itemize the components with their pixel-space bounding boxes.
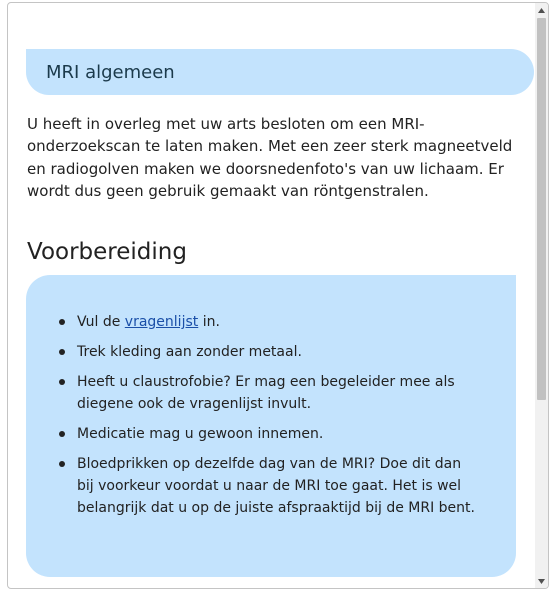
- list-item: [26, 453, 482, 519]
- vertical-scrollbar[interactable]: [535, 3, 548, 588]
- list-item-text: in.: [198, 314, 220, 330]
- list-item: [26, 423, 482, 445]
- mri-title-banner: [26, 49, 534, 95]
- bullet-icon: [59, 319, 65, 325]
- preparation-list: [26, 311, 482, 527]
- list-item: [26, 341, 482, 363]
- list-item-text: Heeft u claustrofobie? Er mag een begeleider mee als diegene ook de vragenlijst invult.: [77, 374, 455, 412]
- preparation-panel: [26, 275, 516, 577]
- scrollbar-thumb[interactable]: [537, 18, 546, 400]
- bullet-icon: [59, 379, 65, 385]
- questionnaire-link[interactable]: vragenlijst: [124, 314, 199, 330]
- scroll-down-button[interactable]: [535, 574, 548, 588]
- list-item-text: Medicatie mag u gewoon innemen.: [77, 426, 324, 442]
- browser-window: [7, 2, 549, 589]
- page-content: [8, 3, 536, 588]
- list-item: [26, 371, 482, 415]
- preparation-heading: Voorbereiding: [27, 239, 187, 265]
- list-item-text: Bloedprikken op dezelfde dag van de MRI? Doe dit dan bij voorkeur voordat u naar de MRI toe gaat. Het is wel belangrijk dat u op de juiste afspraaktijd bij de MRI bent.: [77, 456, 475, 516]
- bullet-icon: [59, 349, 65, 355]
- mri-intro-text: U heeft in overleg met uw arts besloten om een MRI-onderzoekscan te laten maken. Met een zeer sterk magneetveld en radiogolven maken we doorsnedenfoto's van uw lichaam. Er wordt dus geen gebruik gemaakt van röntgenstralen.: [27, 115, 513, 200]
- bullet-icon: [59, 431, 65, 437]
- list-item-text: Vul de: [77, 314, 125, 330]
- triangle-down-icon: [538, 579, 545, 584]
- list-item-text: Trek kleding aan zonder metaal.: [77, 344, 302, 360]
- list-item: [26, 311, 482, 333]
- mri-title: MRI algemeen: [46, 61, 175, 83]
- triangle-up-icon: [538, 8, 545, 13]
- bullet-icon: [59, 461, 65, 467]
- scroll-up-button[interactable]: [535, 3, 548, 17]
